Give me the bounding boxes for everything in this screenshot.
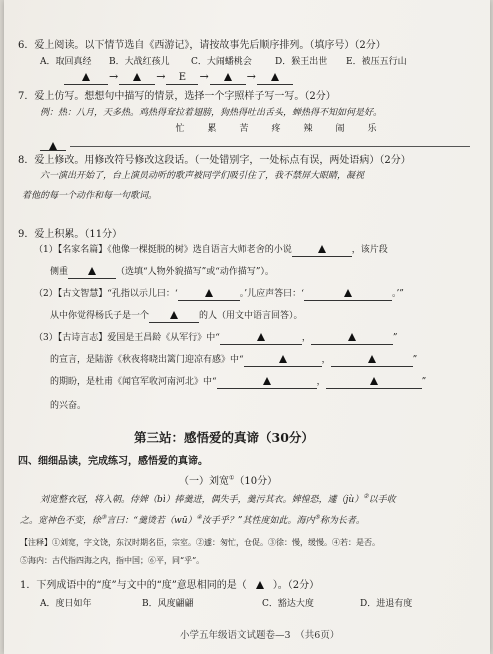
q7-stem: 7．爱上仿写。想想句中描写的情景，选择一个字照样子写一写。（2分） xyxy=(18,91,336,102)
q1-option-d: D．进退有度 xyxy=(360,599,413,609)
q7-word: 疼 xyxy=(271,124,281,134)
q6-option-b: B．大战红孩儿 xyxy=(109,57,170,67)
arrow-right-icon: → xyxy=(156,70,166,83)
q8-stem: 8．爱上修改。用修改符号修改这段话。（一处错别字，一处标点有误，两处语病）（2分） xyxy=(18,155,411,166)
answer-marker-icon xyxy=(348,333,356,341)
q1-option-b: B．风度翩翩 xyxy=(142,599,194,609)
q7-word-list xyxy=(164,121,388,134)
q6-slot-4[interactable] xyxy=(210,72,246,85)
answer-marker-icon xyxy=(368,355,376,363)
exam-page xyxy=(4,0,490,654)
passage-line2: 之。宽神色不变，徐③言曰：“羹烫若（wū）④汝手乎？”其性度如此。海内⑤称为长者。 xyxy=(20,514,365,526)
q7-word: 闹 xyxy=(335,124,345,134)
q9-blank-poem3a[interactable] xyxy=(217,376,317,389)
q9-part2-line2: 从中你觉得杨氏子是一个 的人（用文中语言回答）。 xyxy=(50,311,303,321)
q9-blank-novel[interactable] xyxy=(292,244,352,257)
q6-option-d: D．猴王出世 xyxy=(275,57,328,67)
q9-blank-focus[interactable] xyxy=(68,266,116,279)
q9-stem: 9．爱上积累。（11分） xyxy=(18,229,123,240)
answer-marker-icon xyxy=(344,289,352,297)
passage-line1: 刘宽整衣冠，将入朝。侍婢（bì）捧羹进，偶失手，羹污其衣。婢惶恐，遽（jù）②以手收 xyxy=(40,493,396,505)
answer-marker-icon xyxy=(205,289,213,297)
q1-answer-slot[interactable] xyxy=(247,580,273,592)
q9-part1-line1: （1）【名家名篇】《他像一棵挺脱的树》选自语言大师老舍的小说 ，该片段 xyxy=(34,245,388,255)
answer-marker-icon xyxy=(82,73,90,81)
q6-option-a: A．取回真经 xyxy=(40,57,92,67)
q6-order-row[interactable] xyxy=(64,70,293,85)
q1-option-a: A．度日如年 xyxy=(40,599,92,609)
answer-marker-icon xyxy=(263,377,271,385)
q9-blank-poem3b[interactable] xyxy=(326,376,422,389)
answer-marker-icon xyxy=(318,245,326,253)
answer-marker-icon xyxy=(133,73,141,81)
q8-passage-2: 着他的每一个动作和每一句歌词。 xyxy=(22,191,158,201)
passage-q1-stem: 1．下列成语中的“度”与文中的“度”意思相同的是（ ）。（2分） xyxy=(20,580,320,591)
passage-notes-2: ⑤海内：古代指四海之内，指中国；⑥平，同“乎”。 xyxy=(20,556,205,565)
part4-heading: 四、细细品读，完成练习，感悟爱的真谛。 xyxy=(18,456,208,467)
answer-marker-icon xyxy=(370,377,378,385)
answer-marker-icon xyxy=(88,267,96,275)
q1-option-c: C．豁达大度 xyxy=(262,599,314,609)
q9-blank-father-quote[interactable] xyxy=(178,288,240,301)
passage-notes-1: 【注释】①刘宽，字文饶，东汉时期名臣，宗室。②遽：匆忙，仓促。③徐：慢，缓慢。④若：是否。 xyxy=(20,538,380,547)
q9-part3-line4: 的兴奋。 xyxy=(50,401,87,411)
arrow-right-icon: → xyxy=(199,70,209,83)
arrow-right-icon: → xyxy=(109,70,119,83)
q9-part3-line3: 的期盼，是杜甫《闻官军收河南河北》中“ ， ” xyxy=(50,377,427,387)
q7-answer-line[interactable] xyxy=(70,146,470,147)
q6-slot-3: E xyxy=(166,72,198,85)
q7-word: 苦 xyxy=(239,124,249,134)
q7-word: 累 xyxy=(207,124,217,134)
answer-marker-icon xyxy=(257,333,265,341)
passage-title: （一）刘宽①（10分） xyxy=(179,474,278,487)
q9-blank-poem2b[interactable] xyxy=(331,354,413,367)
q9-blank-poem1b[interactable] xyxy=(311,332,393,345)
answer-marker-icon xyxy=(224,73,232,81)
q6-slot-5[interactable] xyxy=(257,72,293,85)
q9-part3-line2: 的宣言，是陆游《秋夜将晓出篱门迎凉有感》中“ ， ” xyxy=(50,355,418,365)
answer-marker-icon xyxy=(170,311,178,319)
q6-stem: 6．爱上阅读。以下情节选自《西游记》，请按故事先后顺序排列。（填序号）（2分） xyxy=(18,40,386,51)
q9-blank-son-quote[interactable] xyxy=(304,288,392,301)
q6-slot-2[interactable] xyxy=(119,72,155,85)
q9-part3-line1: （3）【古诗言志】爱国是王昌龄《从军行》中“ ， ” xyxy=(34,333,398,343)
answer-marker-icon xyxy=(256,581,264,589)
section-title: 第三站：感悟爱的真谛（30分） xyxy=(134,430,314,445)
q7-char-slot[interactable] xyxy=(40,138,66,151)
q7-word: 乐 xyxy=(367,124,377,134)
q9-blank-trait[interactable] xyxy=(149,310,199,323)
q6-option-c: C．大闹蟠桃会 xyxy=(191,57,252,67)
q7-word: 忙 xyxy=(175,124,185,134)
answer-marker-icon xyxy=(271,73,279,81)
q9-part2-line1: （2）【古文智慧】“孔指以示儿曰：‘ 。’儿应声答曰：‘ 。’” xyxy=(34,289,404,299)
arrow-right-icon: → xyxy=(246,70,256,83)
q7-example: 例：热：八月，天多热。鸡热得耷拉着翅膀，狗热得吐出舌头，蝉热得不知如何是好。 xyxy=(40,108,383,118)
q7-word: 辣 xyxy=(303,124,313,134)
q9-blank-poem2a[interactable] xyxy=(244,354,322,367)
q6-option-e: E．被压五行山 xyxy=(346,57,407,67)
answer-marker-icon xyxy=(279,355,287,363)
page-footer: 小学五年级语文试题卷—3 （共6页） xyxy=(180,630,340,641)
q6-slot-1[interactable] xyxy=(64,72,108,85)
answer-marker-icon xyxy=(49,142,57,150)
q9-part1-line2: 侧重 （选填“人物外貌描写”或“动作描写”）。 xyxy=(50,267,274,277)
q8-passage: 六一演出开始了，台上演员动听的歌声被同学们吸引住了，我不禁屏大眼睛，凝视 xyxy=(40,171,365,181)
q9-blank-poem1a[interactable] xyxy=(220,332,302,345)
